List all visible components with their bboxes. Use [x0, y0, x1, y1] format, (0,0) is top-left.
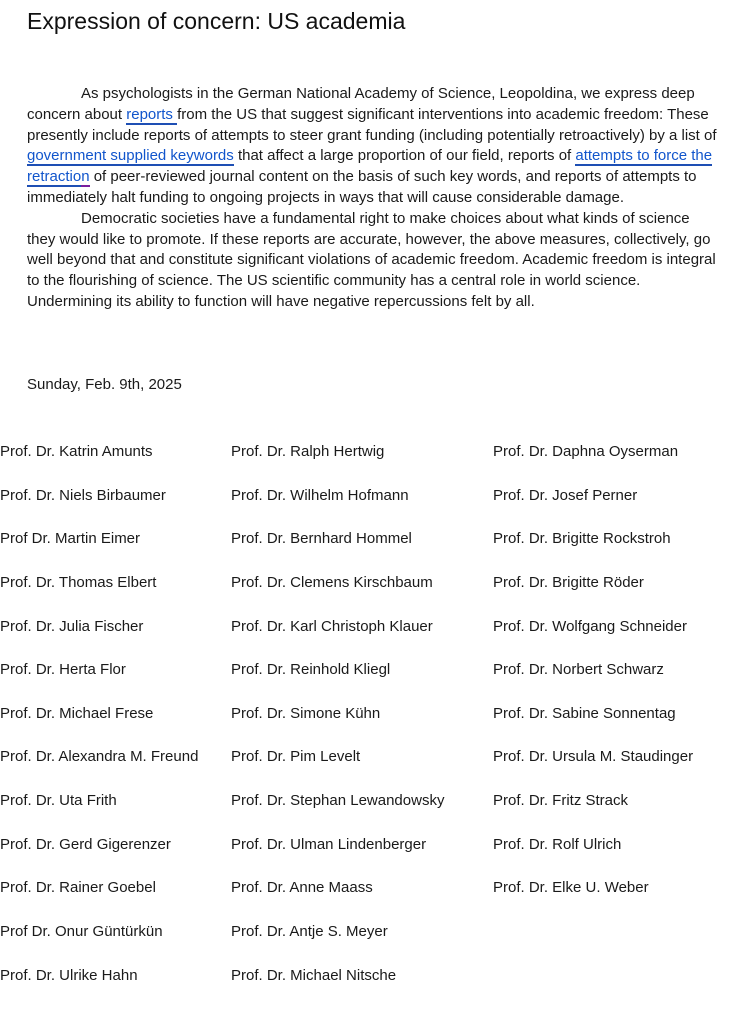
- reports-link[interactable]: reports: [126, 105, 178, 123]
- paragraph-1-text-b: from the US that suggest significant interventions into academic freedom: These presently include reports of attempts to steer grant funding (including potentially retroactively) by a list of: [27, 105, 717, 144]
- paragraph-1-text-a: As psychologists in the German National Academy of Science, Leopoldina, we express deep concern about: [27, 85, 695, 123]
- signatory-name: Prof. Dr. Rolf Ulrich: [493, 835, 622, 853]
- signatory-name: Prof. Dr. Alexandra M. Freund: [0, 748, 199, 766]
- signatory-name: Prof. Dr. Sabine Sonnentag: [493, 704, 676, 722]
- paragraph-1-text-d: of peer-reviewed journal content on the basis of such key words, and reports of attempts to immediately halt funding to ongoing projects in ways that will cause considerable damage.: [27, 168, 697, 206]
- signatories-column-2: [231, 443, 444, 1010]
- statement-body: [27, 84, 722, 313]
- signatory-name: Prof. Dr. Niels Birbaumer: [0, 486, 166, 504]
- signatory-name: Prof. Dr. Ulman Lindenberger: [231, 835, 427, 853]
- signatory-name: Prof. Dr. Bernhard Hommel: [231, 530, 412, 548]
- signatory-name: Prof. Dr. Reinhold Kliegl: [231, 661, 391, 679]
- signatories-column-3: [493, 443, 693, 923]
- signatory-name: Prof. Dr. Josef Perner: [493, 486, 638, 504]
- signatory-name: Prof. Dr. Rainer Goebel: [0, 879, 156, 897]
- paragraph-2: Democratic societies have a fundamental right to make choices about what kinds of science they would like to promote. If these reports are accurate, however, the above measures, collectively, go well beyond that and constitute significant violations of academic freedom. Academic freedom is integral to the flourishing of science. The US scientific community has a central role in world science. Undermining its ability to function will have negative repercussions felt by all.: [27, 209, 716, 310]
- paragraph-1: [27, 84, 722, 209]
- signatory-name: Prof. Dr. Uta Frith: [0, 792, 117, 810]
- signatory-name: Prof. Dr. Wilhelm Hofmann: [231, 486, 409, 504]
- signatory-name: Prof. Dr. Herta Flor: [0, 661, 126, 679]
- signatory-name: Prof. Dr. Katrin Amunts: [0, 443, 153, 460]
- signatory-name: Prof. Dr. Brigitte Röder: [493, 573, 644, 591]
- signatory-name: Prof. Dr. Simone Kühn: [231, 704, 381, 722]
- document-title: Expression of concern: US academia: [27, 8, 406, 34]
- retraction-link-text-end: n: [81, 168, 90, 186]
- signatory-name: Prof. Dr. Michael Nitsche: [231, 966, 397, 984]
- statement-date: Sunday, Feb. 9th, 2025: [27, 376, 182, 393]
- signatory-name: Prof. Dr. Ralph Hertwig: [231, 443, 385, 460]
- signatory-name: Prof. Dr. Norbert Schwarz: [493, 661, 664, 679]
- retraction-link-text: attempts to force the retractio: [27, 147, 713, 186]
- signatory-name: Prof. Dr. Julia Fischer: [0, 617, 144, 635]
- signatory-name: Prof. Dr. Elke U. Weber: [493, 879, 649, 897]
- paragraph-1-text-c: that affect a large proportion of our field, reports of: [233, 147, 576, 165]
- signatory-name: Prof. Dr. Antje S. Meyer: [231, 923, 388, 941]
- signatory-name: Prof. Dr. Anne Maass: [231, 879, 373, 897]
- signatory-name: Prof. Dr. Michael Frese: [0, 704, 154, 722]
- signatories-column-1: [0, 443, 198, 1010]
- signatory-name: Prof. Dr. Fritz Strack: [493, 792, 629, 810]
- signatory-name: Prof. Dr. Gerd Gigerenzer: [0, 835, 171, 853]
- signatory-name: Prof Dr. Onur Güntürkün: [0, 923, 163, 941]
- signatory-name: Prof. Dr. Brigitte Rockstroh: [493, 530, 671, 548]
- signatory-name: Prof. Dr. Pim Levelt: [231, 748, 361, 766]
- signatory-name: Prof. Dr. Ursula M. Staudinger: [493, 748, 694, 766]
- signatory-name: Prof. Dr. Clemens Kirschbaum: [231, 573, 433, 591]
- signatory-name: Prof. Dr. Karl Christoph Klauer: [231, 617, 433, 635]
- signatory-name: Prof. Dr. Stephan Lewandowsky: [231, 792, 445, 810]
- government-keywords-link[interactable]: government supplied keywords: [27, 147, 234, 165]
- signatory-name: Prof. Dr. Wolfgang Schneider: [493, 617, 687, 635]
- signatory-name: Prof. Dr. Thomas Elbert: [0, 573, 157, 591]
- signatory-name: Prof Dr. Martin Eimer: [0, 530, 141, 548]
- signatory-name: Prof. Dr. Daphna Oyserman: [493, 443, 679, 460]
- signatory-name: Prof. Dr. Ulrike Hahn: [0, 966, 138, 984]
